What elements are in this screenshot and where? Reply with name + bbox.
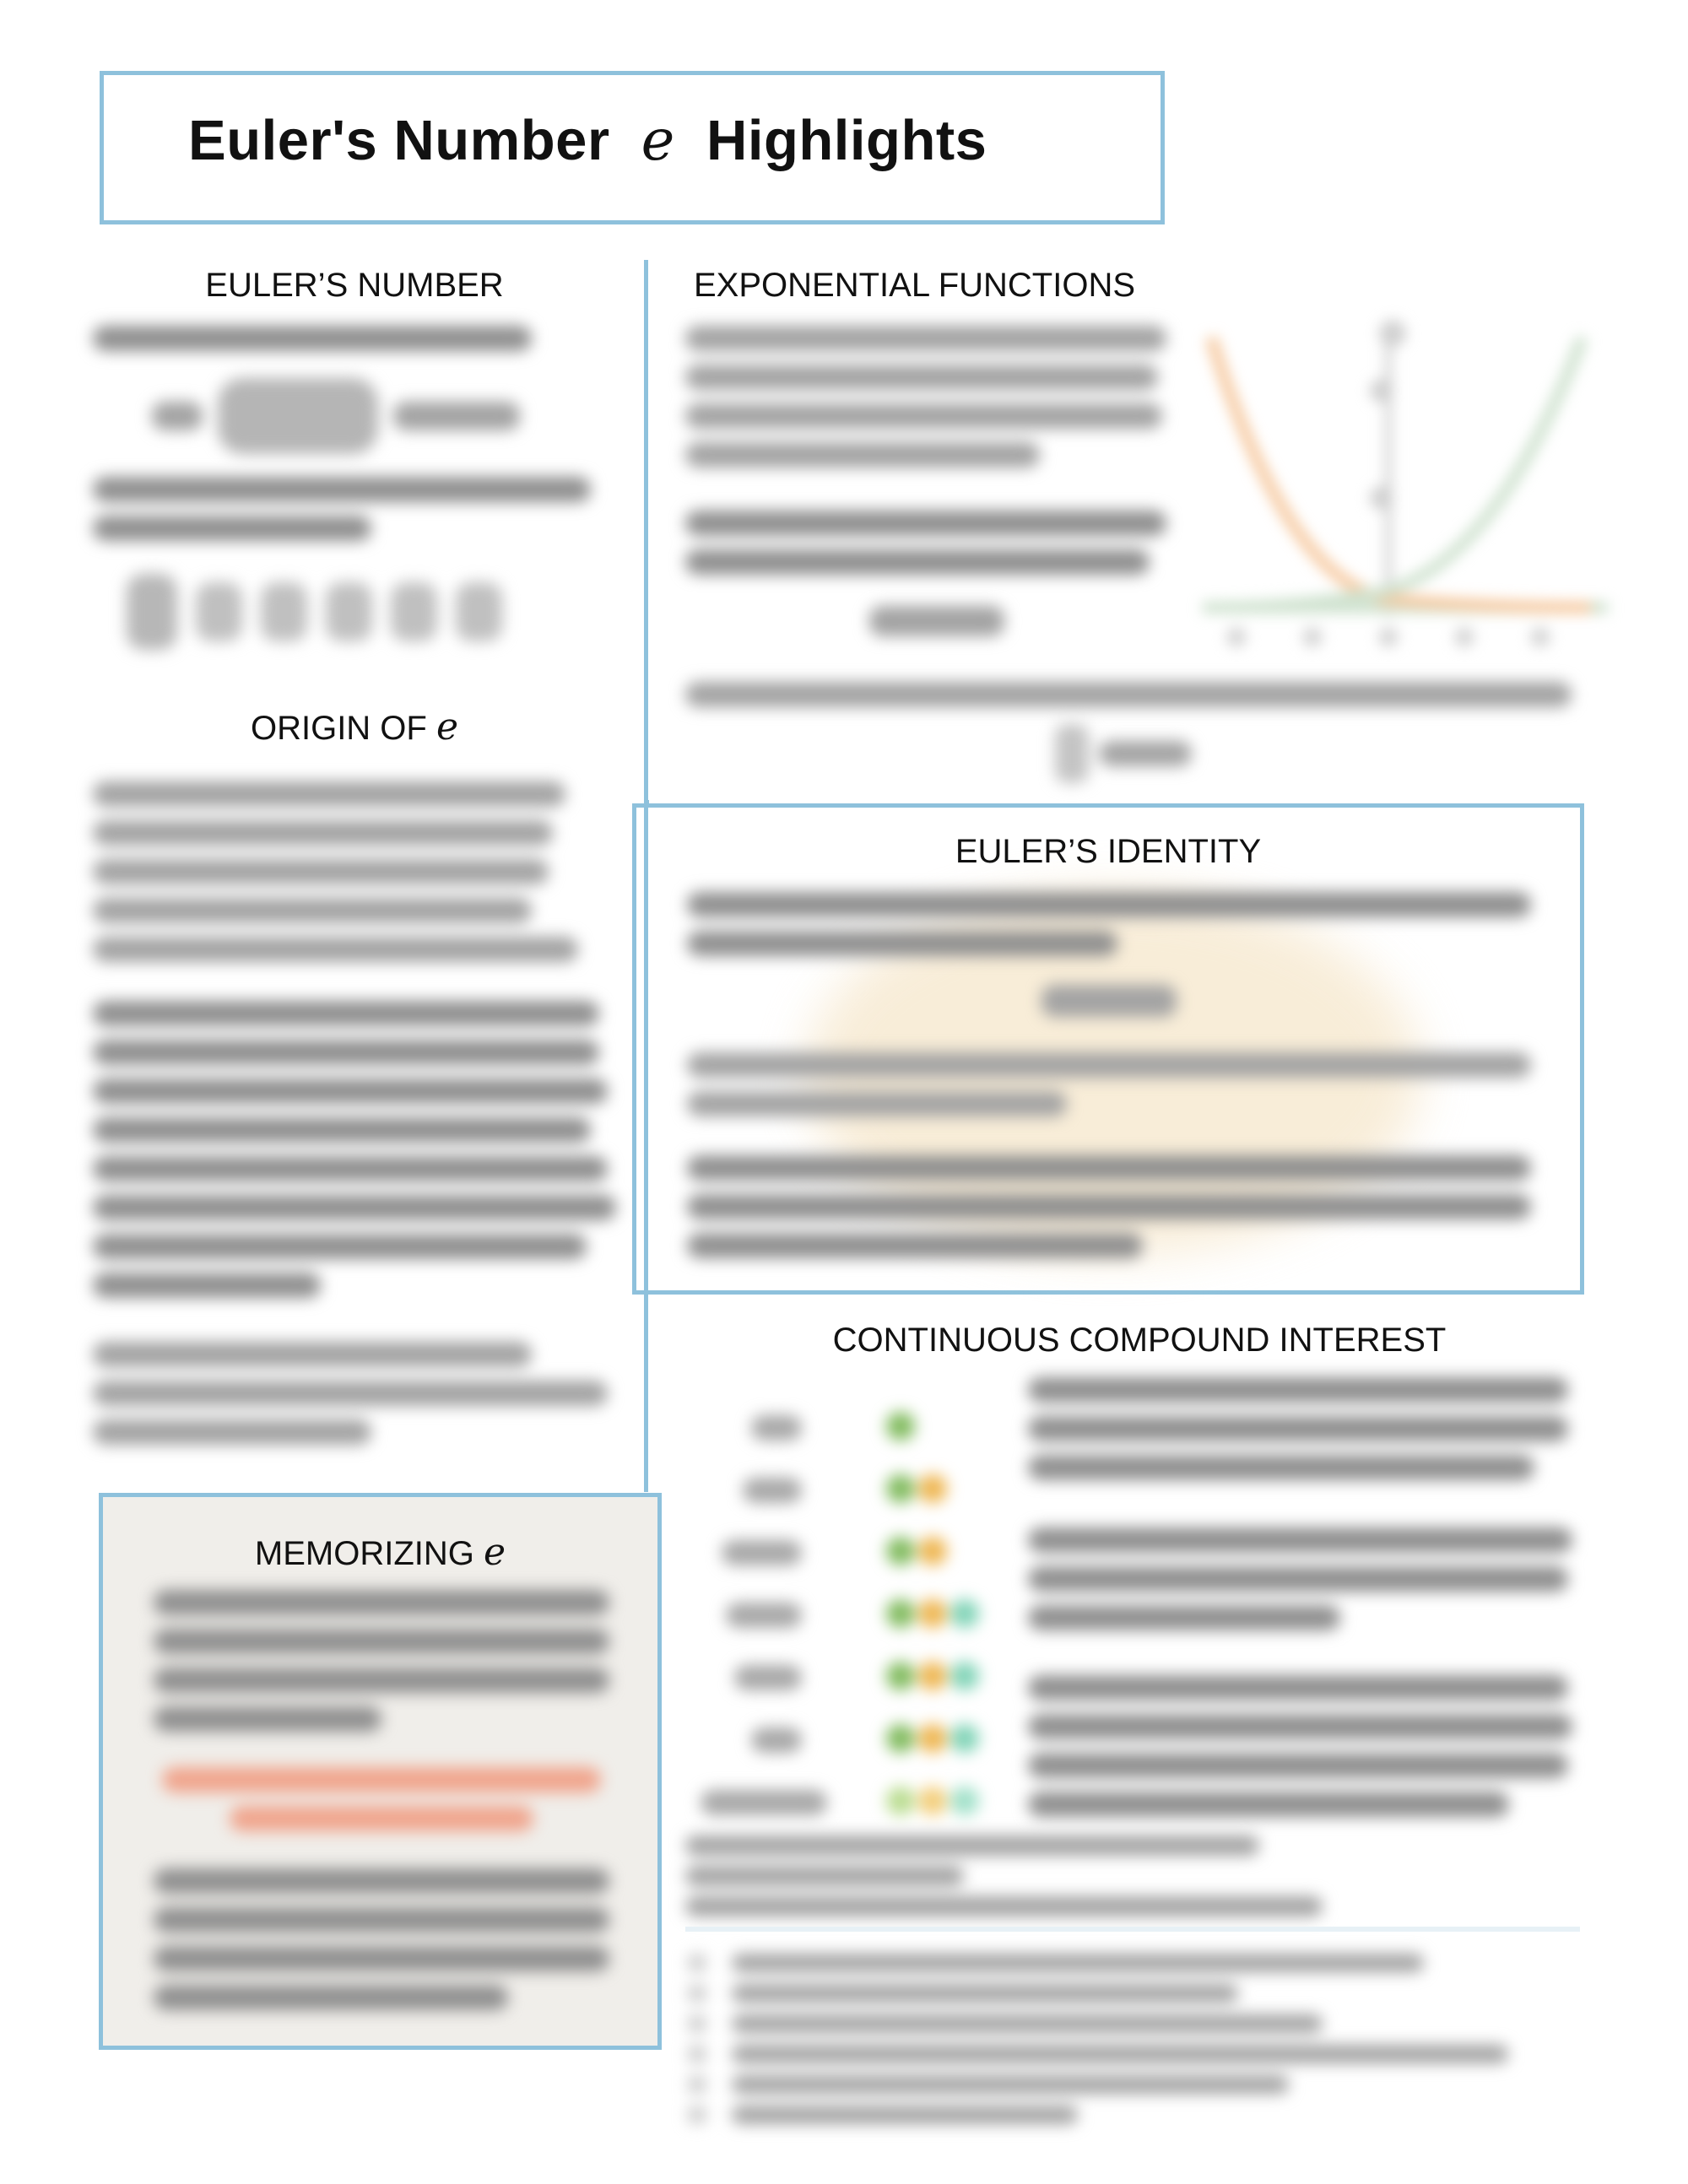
section-title-eulers-number: EULER’S NUMBER: [205, 267, 504, 304]
section-title-exponential: EXPONENTIAL FUNCTIONS: [694, 267, 1136, 304]
exponential-paragraph-2: [685, 511, 1183, 588]
section-title-memorizing: [103, 1531, 657, 1574]
compound-paragraph-1: [1028, 1377, 1577, 1494]
identity-formula: [1041, 985, 1193, 1030]
compound-table: [701, 1397, 987, 1834]
memorizing-paragraph-2: [154, 1868, 626, 2024]
title-box: [100, 71, 1165, 224]
compound-caption: [685, 1835, 1597, 1927]
section-title-origin: [169, 705, 540, 749]
exponential-derivative-formula: [1055, 724, 1224, 783]
exponential-paragraph-1: [685, 326, 1183, 481]
identity-paragraph-2: [687, 1052, 1539, 1130]
compound-row: [701, 1584, 987, 1646]
sources-divider: [685, 1927, 1580, 1932]
page-title: [188, 107, 987, 173]
eulers-number-formula-limit: [152, 378, 549, 454]
compound-paragraph-3: [1028, 1675, 1577, 1830]
memorizing-box: [99, 1493, 662, 2050]
memorizing-mnemonic: [162, 1767, 618, 1845]
compound-row: [701, 1459, 987, 1522]
compound-row: [701, 1522, 987, 1584]
section-title-identity: EULER’S IDENTITY: [955, 833, 1262, 870]
memorizing-paragraph-1: [154, 1590, 626, 1745]
sources-list: [688, 1954, 1599, 2136]
compound-row: [701, 1397, 987, 1459]
origin-paragraph-2: [93, 1001, 633, 1311]
eulers-number-formula-series: [127, 574, 565, 650]
compound-row: [701, 1709, 987, 1771]
origin-title-symbol: e: [436, 705, 459, 749]
memorizing-title-prefix: MEMORIZING: [254, 1535, 474, 1572]
eulers-number-text: [93, 326, 616, 365]
compound-row: [701, 1646, 987, 1709]
memorizing-title-symbol: e: [484, 1531, 506, 1574]
origin-paragraph-3: [93, 1342, 633, 1458]
exponential-formula: [869, 606, 1013, 650]
identity-paragraph-1: [687, 892, 1539, 970]
title-prefix: Euler's Number: [188, 109, 610, 172]
exponential-paragraph-3: [685, 682, 1597, 721]
exponential-graph: [1186, 304, 1625, 667]
compound-row: [701, 1771, 987, 1834]
eulers-number-series-text: [93, 477, 616, 554]
compound-paragraph-2: [1028, 1527, 1577, 1644]
section-title-compound: CONTINUOUS COMPOUND INTEREST: [832, 1322, 1447, 1359]
title-suffix: Highlights: [706, 109, 987, 172]
origin-paragraph-1: [93, 781, 616, 976]
identity-paragraph-3: [687, 1155, 1539, 1272]
eulers-identity-box: [632, 803, 1584, 1295]
origin-title-prefix: ORIGIN OF: [250, 710, 427, 747]
title-symbol: e: [641, 107, 675, 173]
